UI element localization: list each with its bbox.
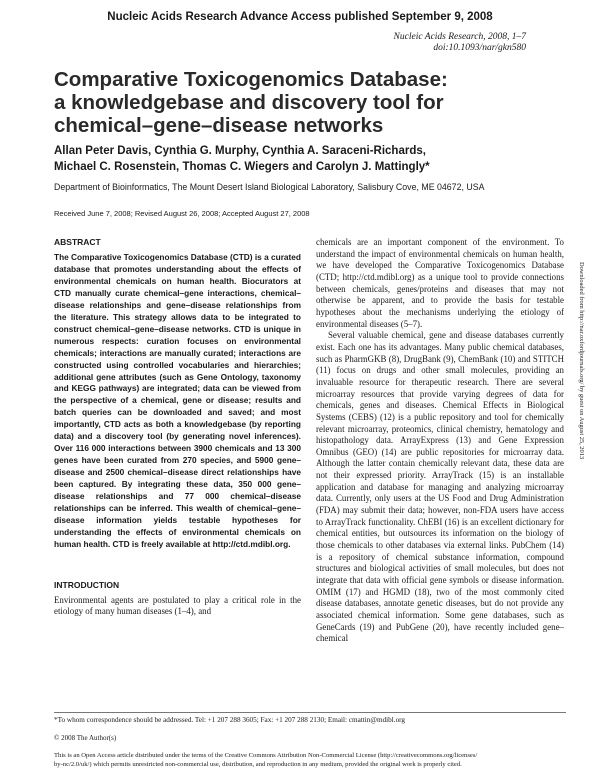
intro-paragraph-databases: Several valuable chemical, gene and disease databases currently exist. Each one has its advantages. Many public chemical databases, such as PharmGKB (8), DrugBank (9), ChemBank (10) and STITCH (11) focus on drugs and other small molecules, providing an invaluable resource for therapeutic research. There are several microarray resources that provide varying degrees of data for chemicals, genes and diseases. Chemical Effects in Biological Systems (CEBS) (12) is a public repository and tool for chemically relevant microarray, proteomics, clinical chemistry, hematology and histopathology data. ArrayExpress (13) and Gene Expression Omnibus (GEO) (14) are public repositories for microarray data. Although the latter contain chemically relevant data, these data are not their expressed priority. ArrayTrack (15) is an installable application and database for managing and analyzing microarray data. Currently, only users at the US Food and Drug Administration (FDA) may submit their data; however, non-FDA users have access to ArrayTrack functionality. ChEBI (16) is an excellent dictionary for chemical entities, but outsources its information on the biology of those chemicals to other databases via external links. PubChem (14) is a repository of chemical substance information, compound structures and biological activities of small molecules, but does not integrate that data with official gene symbols or disease information. OMIM (17) and HGMD (18), two of the most commonly cited disease databases, annotate genetic diseases, but do not provide any associated chemical information. Some gene databases, such as GeneCards (19) and PubGene (20), have recently included gene–chemical bbox=[316, 330, 564, 644]
title-line: chemical–gene–disease networks bbox=[54, 114, 384, 137]
footnote-rule bbox=[54, 712, 566, 713]
abstract-text: The Comparative Toxicogenomics Database (CTD) is a curated database that promotes understanding about the effects of environmental chemicals on human health. Biocurators at CTD manually curate chemical–gene interactions, chemical–disease relationships and gene–disease relationships from the literature. This strategy allows data to be integrated to construct chemical–gene–disease networks. CTD is unique in numerous respects: curation focuses on environmental chemicals; interactions are manually curated; interactions are constructed using controlled vocabularies and hierarchies; additional gene attributes (such as Gene Ontology, taxonomy and KEGG pathways) are integrated; data can be viewed from the perspective of a chemical, gene or disease; results and batch queries can be downloaded and saved; and most importantly, CTD acts as both a knowledgebase (by reporting data) and a discovery tool (by generating novel inferences). Over 116 000 interactions between 3900 chemicals and 13 300 genes have been curated from 270 species, and 5900 gene–disease and 2500 chemical–disease direct relationships have been captured. By integrating these data, 350 000 gene–disease relationships and 77 000 chemical–disease relationships can be inferred. This wealth of chemical–gene–disease information yields testable hypotheses for understanding the effects of environmental chemicals on human health. CTD is freely available at http://ctd.mdibl.org. bbox=[54, 252, 301, 549]
doi[interactable]: doi:10.1093/nar/gkn580 bbox=[433, 43, 526, 53]
received-dates: Received June 7, 2008; Revised August 26, 2008; Accepted August 27, 2008 bbox=[54, 209, 310, 218]
intro-paragraph-start: Environmental agents are postulated to play a critical role in the etiology of many human diseases (1–4), and bbox=[54, 594, 301, 617]
license-text bbox=[54, 752, 574, 769]
right-column bbox=[316, 237, 564, 645]
journal-line: Nucleic Acids Research, 2008, 1–7 bbox=[393, 32, 526, 42]
copyright-line: © 2008 The Author(s) bbox=[54, 734, 117, 742]
introduction-heading: INTRODUCTION bbox=[54, 579, 120, 590]
abstract-heading: ABSTRACT bbox=[54, 237, 101, 247]
journal-citation bbox=[394, 32, 526, 54]
license-line: This is an Open Access article distributed under the terms of the Creative Commons Attribution Non-Commercial License (http://creativecommons.org/licenses/ bbox=[54, 752, 478, 759]
license-line: by-nc/2.0/uk/) which permits unrestricted non-commercial use, distribution, and reproduction in any medium, provided the original work is properly cited. bbox=[54, 760, 462, 768]
title-line: a knowledgebase and discovery tool for bbox=[54, 91, 444, 114]
affiliation: Department of Bioinformatics, The Mount Desert Island Biological Laboratory, Salisbury Cove, ME 04672, USA bbox=[54, 182, 485, 192]
download-watermark: Downloaded from http://nar.oxfordjournals.org/ by guest on August 25, 2013 bbox=[578, 262, 585, 460]
author-list bbox=[54, 143, 534, 175]
author-line: Michael C. Rosenstein, Thomas C. Wiegers and Carolyn J. Mattingly* bbox=[54, 161, 430, 173]
left-column bbox=[54, 237, 301, 618]
intro-paragraph-continued: chemicals are an important component of the environment. To understand the impact of environmental chemicals on human health, we have developed the Comparative Toxicogenomics Database (CTD; http://ctd.mdibl.org) as a unique tool to provide connections between chemicals, genes/proteins and diseases that may not otherwise be apparent, and to provide the basis for testable hypotheses about the mechanisms underlying the etiology of environmental diseases (5–7). bbox=[316, 237, 564, 329]
paper-title bbox=[54, 68, 534, 137]
advance-access-line: Nucleic Acids Research Advance Access published September 9, 2008 bbox=[107, 11, 493, 23]
author-line: Allan Peter Davis, Cynthia G. Murphy, Cynthia A. Saraceni-Richards, bbox=[54, 145, 426, 157]
correspondence-footnote: *To whom correspondence should be addressed. Tel: +1 207 288 3605; Fax: +1 207 288 2130; Email: cmattin@mdibl.org bbox=[54, 716, 406, 724]
title-line: Comparative Toxicogenomics Database: bbox=[54, 68, 448, 91]
